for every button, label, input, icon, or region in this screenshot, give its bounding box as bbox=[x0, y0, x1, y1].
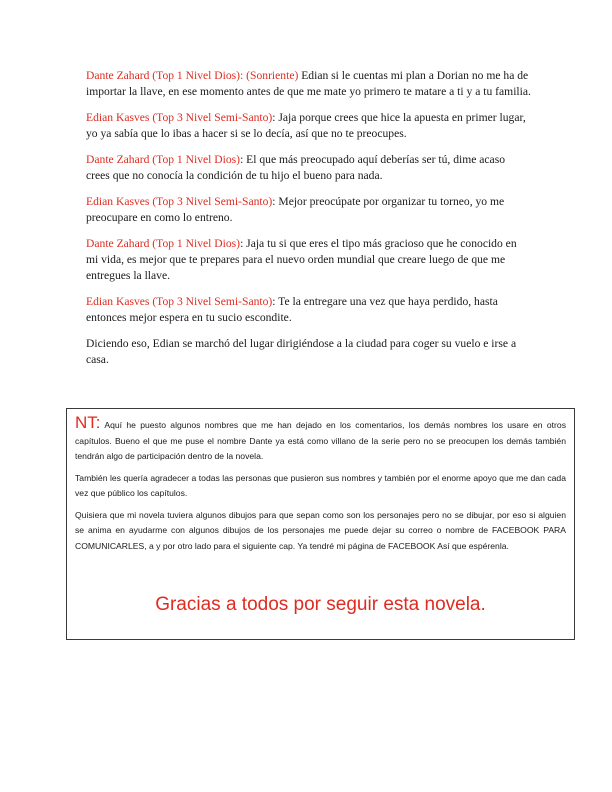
dialogue-text: : Mejor preocúpate por organizar tu torneo, yo me preocupare en como lo entreno. bbox=[86, 195, 505, 224]
dialogue-text: : Jaja porque crees que hice la apuesta en primer lugar, yo ya sabía que lo ibas a hacer si se lo decía, así que no te preocupes. bbox=[86, 111, 526, 140]
dialogue-section bbox=[86, 68, 531, 378]
dialogue-line bbox=[86, 194, 531, 226]
note-paragraph bbox=[75, 415, 566, 465]
note-text: Aquí he puesto algunos nombres que me han dejado en los comentarios, los demás nombres los usare en otros capítulos. Bueno el que me puse el nombre Dante ya está como villano de la serie pero no se preocupen los demás también tendrán algo de participación dentro de la novela. bbox=[75, 420, 566, 461]
speaker-name: Dante Zahard (Top 1 Nivel Dios) bbox=[86, 153, 241, 166]
dialogue-line bbox=[86, 294, 531, 326]
dialogue-text: : El que más preocupado aquí deberías ser tú, dime acaso crees que no conocía la condición de tu hijo el bueno para nada. bbox=[86, 153, 506, 182]
speaker-name: Edian Kasves (Top 3 Nivel Semi-Santo) bbox=[86, 111, 273, 124]
dialogue-text: Edian si le cuentas mi plan a Dorian no me ha de importar la llave, en ese momento antes de que me mate yo primero te matare a ti y a tu familia. bbox=[86, 69, 531, 98]
speaker-name: Edian Kasves (Top 3 Nivel Semi-Santo) bbox=[86, 295, 273, 308]
speaker-name: Dante Zahard (Top 1 Nivel Dios) bbox=[86, 237, 241, 250]
dialogue-line bbox=[86, 152, 531, 184]
dialogue-line bbox=[86, 236, 531, 284]
note-paragraph: También les quería agradecer a todas las personas que pusieron sus nombres y también por el enorme apoyo que me dan cada vez que público los capítulos. bbox=[75, 472, 566, 498]
narration-paragraph: Diciendo eso, Edian se marchó del lugar dirigiéndose a la ciudad para coger su vuelo e irse a casa. bbox=[86, 337, 517, 366]
translator-note-box bbox=[66, 408, 575, 640]
dialogue-line bbox=[86, 110, 531, 142]
dialogue-line bbox=[86, 68, 531, 100]
dialogue-text: : Te la entregare una vez que haya perdido, hasta entonces mejor espera en tu sucio escondite. bbox=[86, 295, 498, 324]
speaker-name: Dante Zahard (Top 1 Nivel Dios): (Sonriente) bbox=[86, 69, 299, 82]
speaker-name: Edian Kasves (Top 3 Nivel Semi-Santo) bbox=[86, 195, 273, 208]
thanks-message: Gracias a todos por seguir esta novela. bbox=[155, 594, 486, 615]
nt-label: NT: bbox=[75, 413, 101, 432]
note-paragraph: Quisiera que mi novela tuviera algunos dibujos para que sepan como son los personajes pero no se dibujar, por eso si alguien se anima en ayudarme con algunos dibujos de los personajes me puede dejar su correo o nombre de FACEBOOK PARA COMUNICARLES, a y por otro lado para el siguiente cap. Ya tendré mi página de FACEBOOK Así que espérenla. bbox=[75, 509, 566, 551]
dialogue-text: : Jaja tu si que eres el tipo más gracioso que he conocido en mi vida, es mejor que te prepares para el nuevo orden mundial que creare luego de que me entregues la llave. bbox=[86, 237, 517, 282]
